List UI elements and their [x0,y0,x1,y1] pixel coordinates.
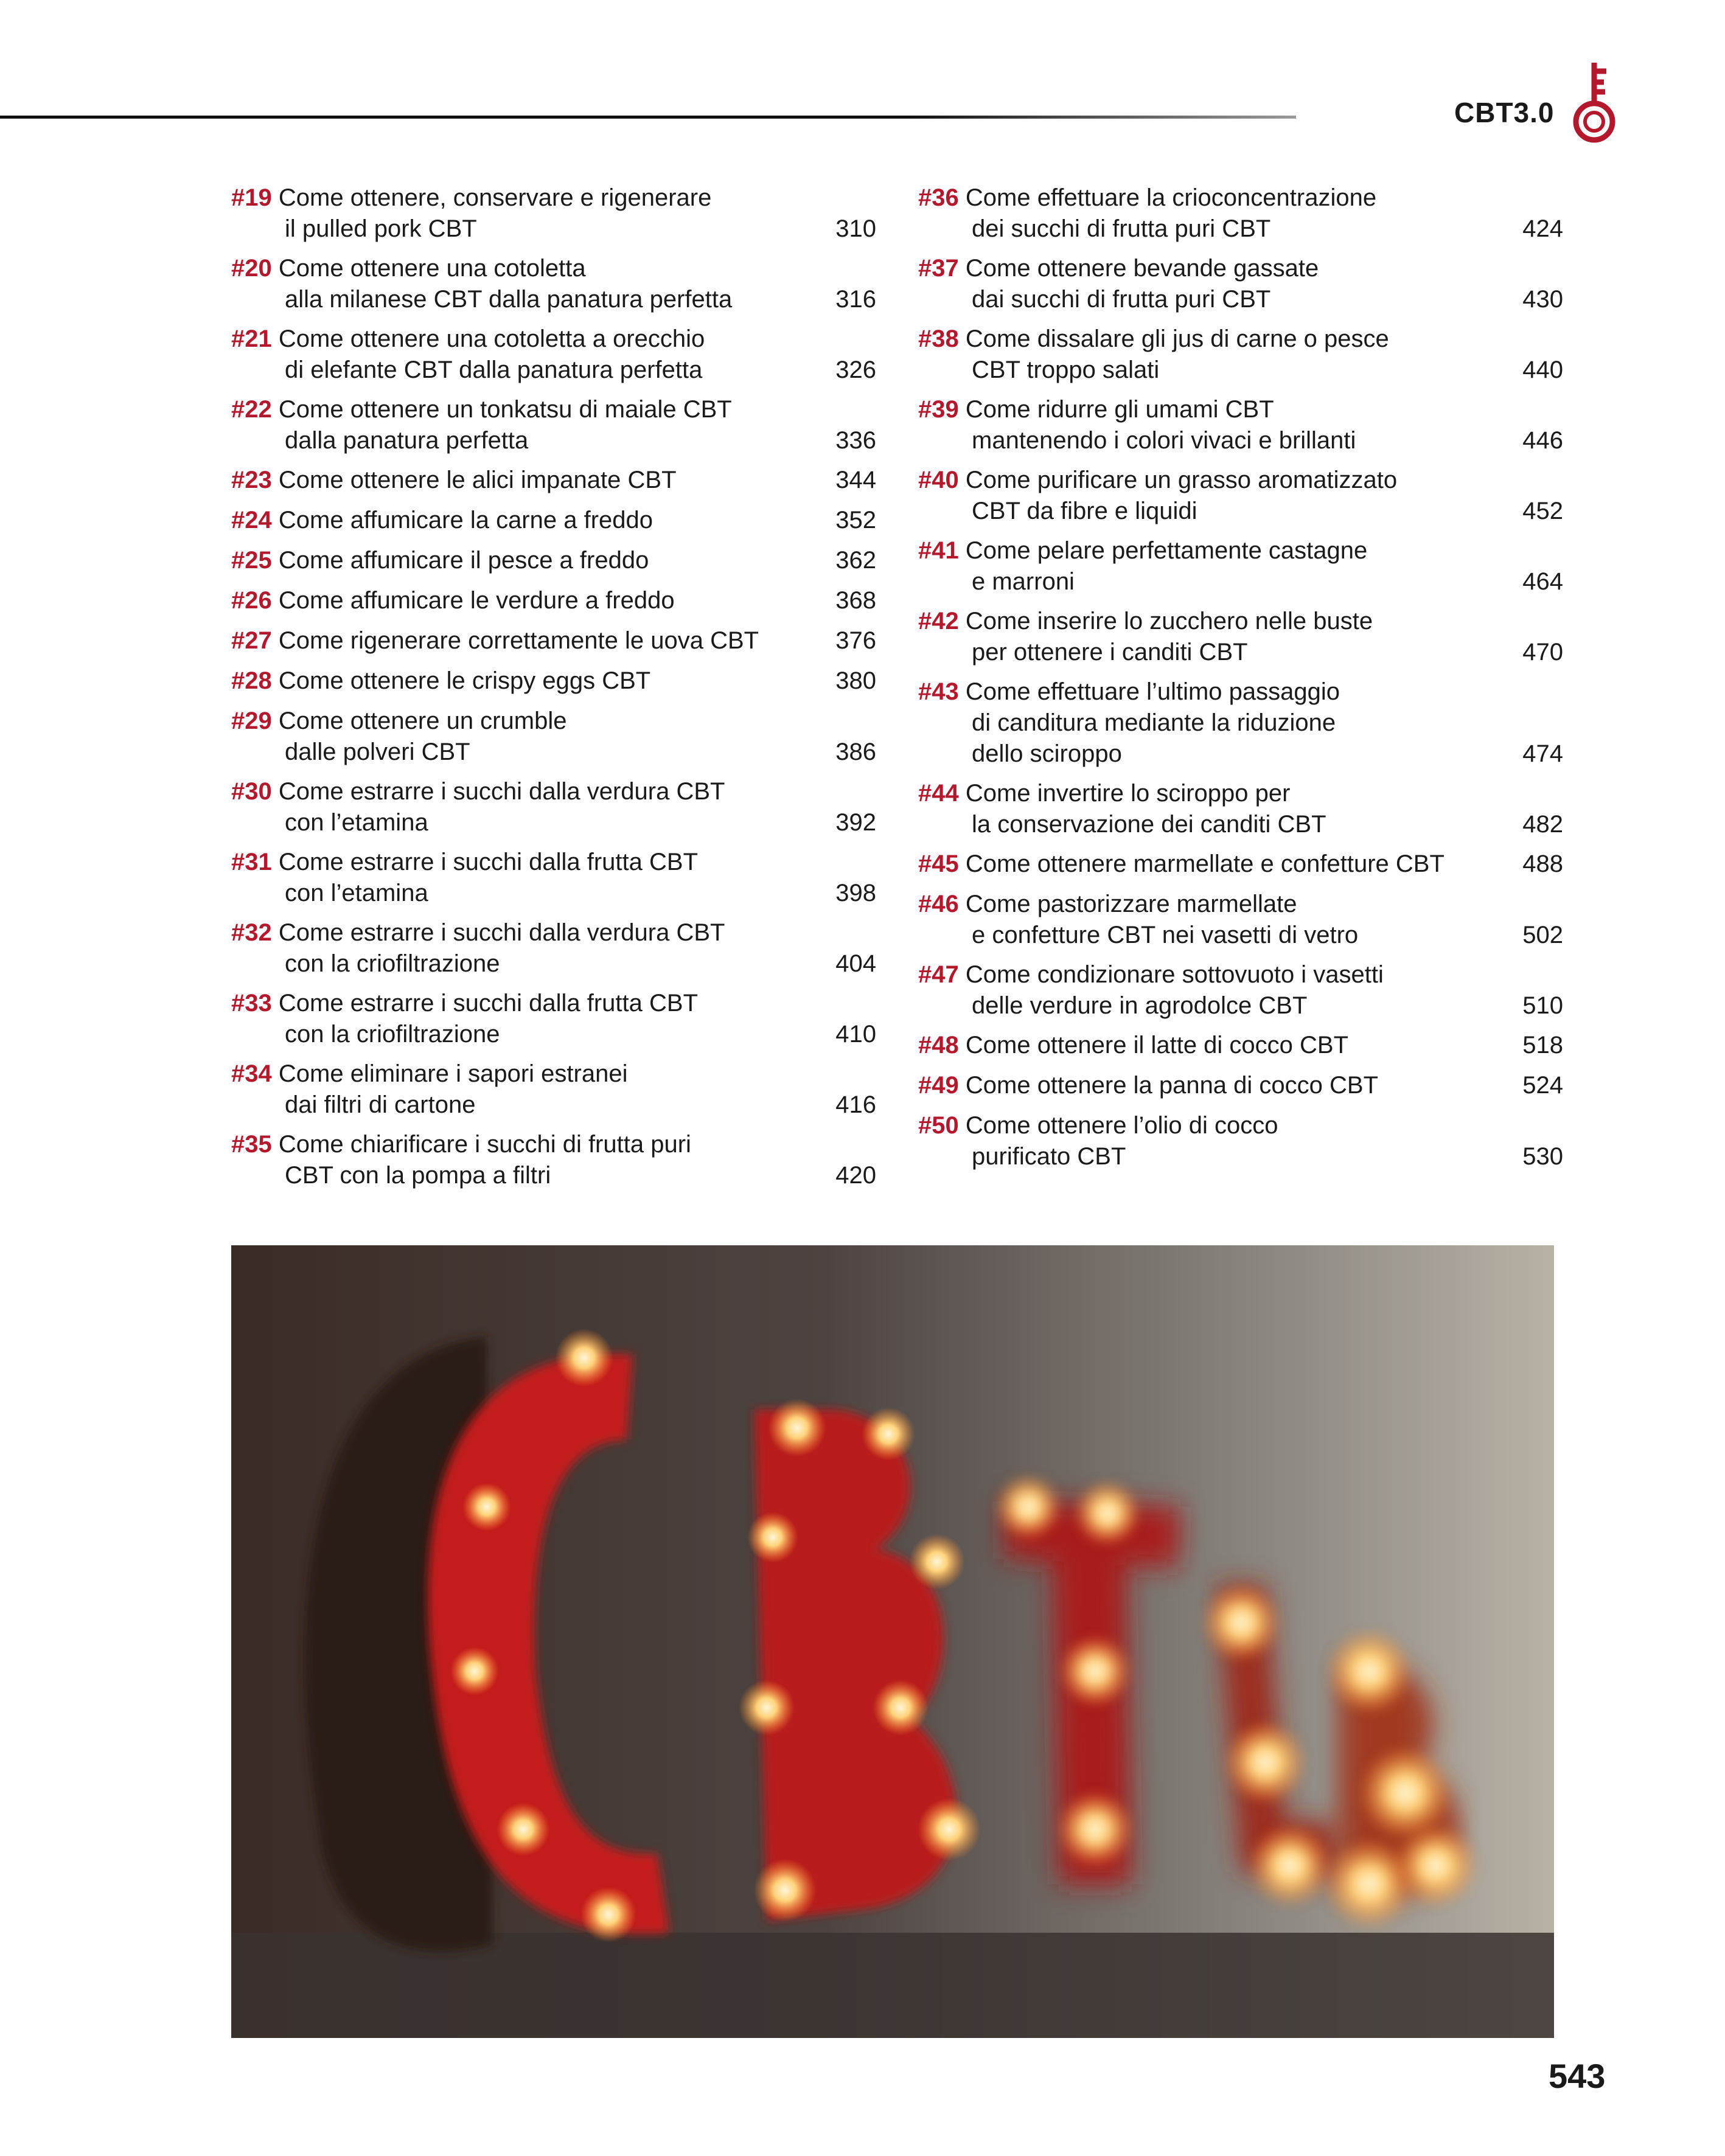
toc-entry-title: Come dissalare gli jus di carne o pesce [965,325,1389,352]
toc-entry-page: 410 [835,1021,876,1048]
toc-entry-number: #21 [231,325,272,352]
toc-entry-number: #42 [918,608,959,635]
toc-entry-page: 392 [835,809,876,836]
toc-entry-title-continued: dalla panatura perfetta [285,427,529,454]
toc-entry-page: 440 [1522,356,1563,383]
toc-entry-title: Come ottenere un crumble [278,708,567,734]
toc-entry [231,505,876,536]
toc-entry [918,1110,1563,1172]
page-number: 543 [1549,2057,1606,2095]
toc-entry-title-continued: alla milanese CBT dalla panatura perfetta [285,286,733,313]
toc-entry-line [918,1030,1472,1061]
key-icon [1570,58,1619,149]
toc-entry-title: Come invertire lo sciroppo per [965,780,1291,807]
toc-entry-page: 464 [1522,568,1563,595]
toc-entry-line [231,545,785,576]
toc-entry [918,394,1563,456]
toc-entry-number: #25 [231,547,272,574]
toc-entry [231,465,876,496]
toc-entry-title: Come purificare un grasso aromatizzato [965,467,1398,493]
toc-entry [918,253,1563,315]
toc-entry-page: 316 [835,286,876,313]
toc-entry-number: #37 [918,255,959,282]
toc-entry-line [231,394,785,425]
toc-entry-title-continued: dalle polveri CBT [285,739,470,765]
toc-entry-number: #22 [231,396,272,423]
toc-entry-number: #46 [918,891,959,917]
toc-entry-page: 482 [1522,811,1563,838]
toc-entry-page: 446 [1522,427,1563,454]
toc-entry-title: Come condizionare sottovuoto i vasetti [965,961,1384,988]
toc-entry [231,1129,876,1191]
toc-entry-title-continued: dai filtri di cartone [285,1091,476,1118]
toc-entry [918,1030,1563,1061]
toc-entry-number: #28 [231,667,272,694]
toc-entry-title: Come affumicare la carne a freddo [278,507,653,534]
toc-entry-line [918,959,1472,990]
toc-entry-title: Come ottenere l’olio di cocco [965,1112,1278,1139]
toc-left-column [231,183,876,1200]
toc-entry [231,706,876,768]
toc-entry-title: Come affumicare il pesce a freddo [278,547,649,574]
toc-entry-title: Come estrarre i succhi dalla frutta CBT [278,849,698,875]
toc-entry-title-continued: delle verdure in agrodolce CBT [972,992,1308,1019]
toc-entry-page: 404 [835,950,876,977]
toc-entry-title-continued: con l’etamina [285,809,428,836]
toc-entry-number: #27 [231,627,272,654]
toc-entry-line [231,505,785,536]
toc-entry-line [231,666,785,697]
toc-entry-title: Come inserire lo zucchero nelle buste [965,608,1373,635]
toc-entry-line [231,324,785,355]
toc-entry-line [231,253,785,284]
toc-entry-title: Come effettuare la crioconcentrazione [965,184,1377,211]
toc-entry-title: Come rigenerare correttamente le uova CBT [278,627,759,654]
toc-entry-title-continued: di canditura mediante la riduzione [972,709,1336,736]
toc-entry-number: #24 [231,507,272,534]
toc-entry-number: #31 [231,849,272,875]
toc-entry [231,1059,876,1121]
toc-entry [918,889,1563,951]
cbt-letters-photo [231,1245,1554,2038]
toc-entry-line [231,776,785,807]
toc-entry-title: Come chiarificare i succhi di frutta puri [278,1131,691,1158]
toc-entry-title: Come ottenere le crispy eggs CBT [278,667,651,694]
toc-entry-title-continued: con la criofiltrazione [285,1021,500,1048]
toc-entry-title: Come estrarre i succhi dalla frutta CBT [278,990,698,1017]
toc-entry-title: Come estrarre i succhi dalla verdura CBT [278,919,725,946]
toc-entry [918,959,1563,1021]
toc-entry [231,253,876,315]
toc-entry-title-continued: CBT troppo salati [972,356,1160,383]
toc-entry-number: #49 [918,1072,959,1099]
toc-entry-title-continued: e confetture CBT nei vasetti di vetro [972,922,1359,948]
toc-entry-page: 470 [1522,639,1563,666]
toc-entry-title-continued: per ottenere i canditi CBT [972,639,1248,666]
toc-entry-page: 420 [835,1162,876,1189]
toc-entry [918,606,1563,668]
toc-entry-title-continued: la conservazione dei canditi CBT [972,811,1326,838]
toc-entry-number: #38 [918,325,959,352]
toc-entry-title: Come ottenere bevande gassate [965,255,1319,282]
toc-entry [918,465,1563,527]
toc-entry [231,847,876,909]
toc-entry-title: Come ottenere marmellate e confetture CBT [965,850,1444,877]
toc-entry-title: Come effettuare l’ultimo passaggio [965,678,1340,705]
toc-entry-title: Come estrarre i succhi dalla verdura CBT [278,778,725,805]
toc-entry [231,666,876,697]
toc-entry-line [231,1129,785,1160]
toc-entry-number: #41 [918,537,959,564]
toc-entry-line [918,465,1472,496]
toc-entry [231,394,876,456]
toc-entry-page: 430 [1522,286,1563,313]
toc-entry-title: Come ottenere, conservare e rigenerare [278,184,712,211]
toc-entry-page: 424 [1522,215,1563,242]
toc-entry-number: #23 [231,467,272,493]
toc-entry-page: 310 [835,215,876,242]
toc-entry-line [918,394,1472,425]
toc-entry-page: 386 [835,739,876,765]
toc-entry-title: Come ottenere le alici impanate CBT [278,467,677,493]
toc-entry-title-continued: il pulled pork CBT [285,215,477,242]
toc-entry-page: 474 [1522,740,1563,767]
toc-entry-number: #40 [918,467,959,493]
toc-entry-number: #43 [918,678,959,705]
toc-entry-title: Come ottenere la panna di cocco CBT [965,1072,1379,1099]
toc-entry-number: #26 [231,587,272,614]
toc-entry-number: #35 [231,1131,272,1158]
toc-entry-title: Come ridurre gli umami CBT [965,396,1274,423]
toc-entry-title-continued: CBT da fibre e liquidi [972,498,1197,524]
toc-entry-number: #33 [231,990,272,1017]
toc-entry-page: 368 [835,587,876,614]
toc-entry-number: #50 [918,1112,959,1139]
toc-entry-page: 362 [835,547,876,574]
toc-entry-title-continued: con la criofiltrazione [285,950,500,977]
toc-entry-line [231,706,785,737]
toc-entry-line [231,847,785,878]
toc-entry-number: #30 [231,778,272,805]
toc-entry-title: Come pastorizzare marmellate [965,891,1297,917]
header-rule [0,116,1296,119]
toc-entry-page: 524 [1522,1072,1563,1099]
toc-entry-number: #44 [918,780,959,807]
brand-title: CBT3.0 [1454,97,1555,128]
toc-entry-line [918,253,1472,284]
toc-entry-page: 530 [1522,1143,1563,1170]
toc-entry [918,1070,1563,1101]
toc-entry [918,849,1563,880]
toc-entry-title: Come eliminare i sapori estranei [278,1060,628,1087]
toc-entry [918,676,1563,770]
toc-entry [231,917,876,979]
cbt-marquee-image [231,1245,1554,2038]
toc-entry-line [231,585,785,616]
toc-entry-number: #36 [918,184,959,211]
toc-entry-number: #48 [918,1032,959,1059]
toc-entry-page: 518 [1522,1032,1563,1059]
toc-entry-line [918,849,1472,880]
toc-entry-line [918,535,1472,566]
toc-entry-page: 380 [835,667,876,694]
toc-entry-title-continued: con l’etamina [285,880,428,906]
toc-entry [231,625,876,656]
toc-entry-line [231,988,785,1019]
toc-entry-page: 416 [835,1091,876,1118]
toc-entry-number: #34 [231,1060,272,1087]
toc-entry-page: 398 [835,880,876,906]
toc-entry [918,324,1563,386]
toc-entry-title-continued: dai succhi di frutta puri CBT [972,286,1271,313]
toc-entry-title-continued: di elefante CBT dalla panatura perfetta [285,356,703,383]
toc-entry-title: Come ottenere un tonkatsu di maiale CBT [278,396,732,423]
toc-entry-number: #45 [918,850,959,877]
toc-entry-title-continued: dello sciroppo [972,740,1122,767]
toc-entry [231,545,876,576]
toc-entry-line [918,183,1472,214]
toc-entry [918,183,1563,245]
toc-entry-line [231,917,785,948]
toc-entry-number: #47 [918,961,959,988]
toc-entry-number: #39 [918,396,959,423]
toc-entry-page: 326 [835,356,876,383]
toc-entry-line [231,625,785,656]
toc-entry-number: #29 [231,708,272,734]
toc-entry-title: Come ottenere il latte di cocco CBT [965,1032,1349,1059]
toc-entry-page: 376 [835,627,876,654]
toc-entry-title: Come pelare perfettamente castagne [965,537,1368,564]
toc-entry [231,183,876,245]
toc-entry [918,778,1563,840]
toc-entry-title: Come ottenere una cotoletta [278,255,586,282]
toc-right-column [918,183,1563,1181]
toc-entry-line [918,676,1472,708]
toc-entry-line [918,1070,1472,1101]
toc-entry [231,776,876,838]
toc-entry-title: Come affumicare le verdure a freddo [278,587,675,614]
toc-entry-page: 336 [835,427,876,454]
toc-entry-page: 502 [1522,922,1563,948]
toc-entry-line [231,465,785,496]
toc-entry-title-continued: e marroni [972,568,1075,595]
toc-entry-line [231,1059,785,1090]
toc-entry-page: 352 [835,507,876,534]
toc-entry-page: 452 [1522,498,1563,524]
toc-entry [231,988,876,1050]
toc-entry-title: Come ottenere una cotoletta a orecchio [278,325,705,352]
toc-entry-line [918,324,1472,355]
toc-entry-title-continued: purificato CBT [972,1143,1126,1170]
toc-entry-line [918,889,1472,920]
toc-entry-line [918,606,1472,637]
toc-entry [918,535,1563,597]
toc-entry-title-continued: CBT con la pompa a filtri [285,1162,551,1189]
toc-entry-number: #19 [231,184,272,211]
toc-entry-line [918,778,1472,809]
toc-entry-number: #20 [231,255,272,282]
toc-entry [231,324,876,386]
toc-entry-page: 344 [835,467,876,493]
toc-entry-title-continued: dei succhi di frutta puri CBT [972,215,1271,242]
toc-entry [231,585,876,616]
toc-entry-line [918,1110,1472,1141]
toc-entry-title-continued: mantenendo i colori vivaci e brillanti [972,427,1356,454]
toc-entry-number: #32 [231,919,272,946]
toc-entry-page: 488 [1522,850,1563,877]
toc-entry-line [231,183,785,214]
toc-entry-page: 510 [1522,992,1563,1019]
